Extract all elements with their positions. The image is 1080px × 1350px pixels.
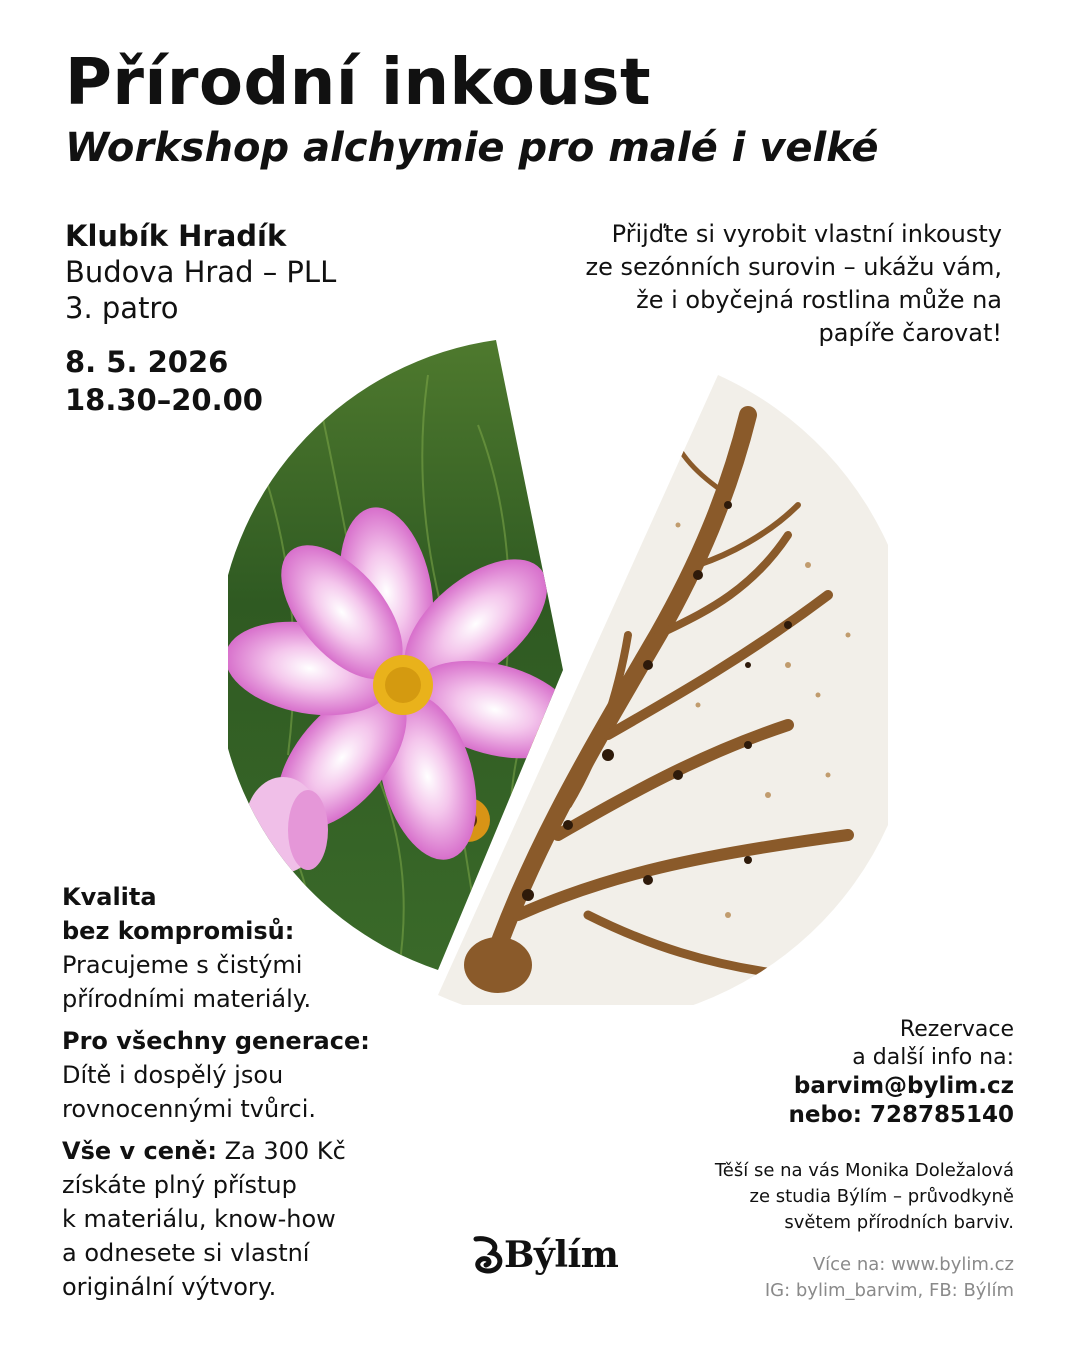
feature-body: a odnesete si vlastní bbox=[62, 1239, 310, 1267]
social-links[interactable]: IG: bylim_barvim, FB: Býlím bbox=[764, 1280, 1014, 1301]
feature-body: k materiálu, know-how bbox=[62, 1205, 336, 1233]
contact-line: Rezervace bbox=[899, 1017, 1014, 1042]
more-info bbox=[765, 1252, 1014, 1304]
page-title: Přírodní inkoust bbox=[65, 46, 652, 120]
contact-email[interactable]: barvim@bylim.cz bbox=[793, 1073, 1014, 1099]
feature-body: Dítě i dospělý jsou bbox=[62, 1061, 284, 1089]
signature-line: ze studia Býlím – průvodkyně bbox=[749, 1186, 1014, 1207]
venue-block bbox=[65, 218, 336, 326]
feature-price bbox=[62, 1134, 422, 1304]
logo-text: Býlím bbox=[504, 1234, 619, 1276]
contact-phone[interactable]: nebo: 728785140 bbox=[788, 1102, 1014, 1128]
venue-floor: 3. patro bbox=[65, 291, 179, 325]
features-list bbox=[62, 880, 422, 1312]
intro-line: papíře čarovat! bbox=[818, 319, 1002, 347]
venue-building: Budova Hrad – PLL bbox=[65, 255, 337, 289]
intro-line: Přijďte si vyrobit vlastní inkousty bbox=[611, 220, 1002, 248]
feature-generations bbox=[62, 1024, 422, 1126]
intro-line: ze sezónních surovin – ukážu vám, bbox=[585, 253, 1002, 281]
contact-block bbox=[789, 1016, 1014, 1130]
intro-text bbox=[482, 218, 1002, 350]
feature-heading: Pro všechny generace: bbox=[62, 1027, 370, 1055]
feature-heading: Kvalita bbox=[62, 883, 157, 911]
signature-line: Těší se na vás Monika Doležalová bbox=[714, 1160, 1014, 1181]
feature-heading: Vše v ceně: bbox=[62, 1137, 217, 1165]
intro-line: že i obyčejná rostlina může na bbox=[636, 286, 1002, 314]
feature-quality bbox=[62, 880, 322, 1016]
feature-heading: bez kompromisů: bbox=[62, 917, 295, 945]
event-date: 8. 5. 2026 bbox=[65, 345, 229, 379]
signature-line: světem přírodních barviv. bbox=[784, 1212, 1014, 1233]
page-subtitle: Workshop alchymie pro malé i velké bbox=[65, 125, 879, 171]
signature-block bbox=[715, 1158, 1014, 1236]
feature-body: přírodními materiály. bbox=[62, 985, 312, 1013]
bylim-logo bbox=[470, 1230, 618, 1280]
feature-body: rovnocennými tvůrci. bbox=[62, 1095, 317, 1123]
feature-body: Za 300 Kč bbox=[224, 1137, 346, 1165]
feature-body: originální výtvory. bbox=[62, 1273, 277, 1301]
venue-name: Klubík Hradík bbox=[65, 219, 287, 253]
contact-line: a další info na: bbox=[852, 1045, 1014, 1070]
feature-body: Pracujeme s čistými bbox=[62, 951, 303, 979]
event-time: 18.30–20.00 bbox=[65, 383, 263, 417]
website-link[interactable]: Více na: www.bylim.cz bbox=[812, 1254, 1014, 1275]
feature-body: získáte plný přístup bbox=[62, 1171, 297, 1199]
b-swirl-icon bbox=[470, 1235, 504, 1275]
